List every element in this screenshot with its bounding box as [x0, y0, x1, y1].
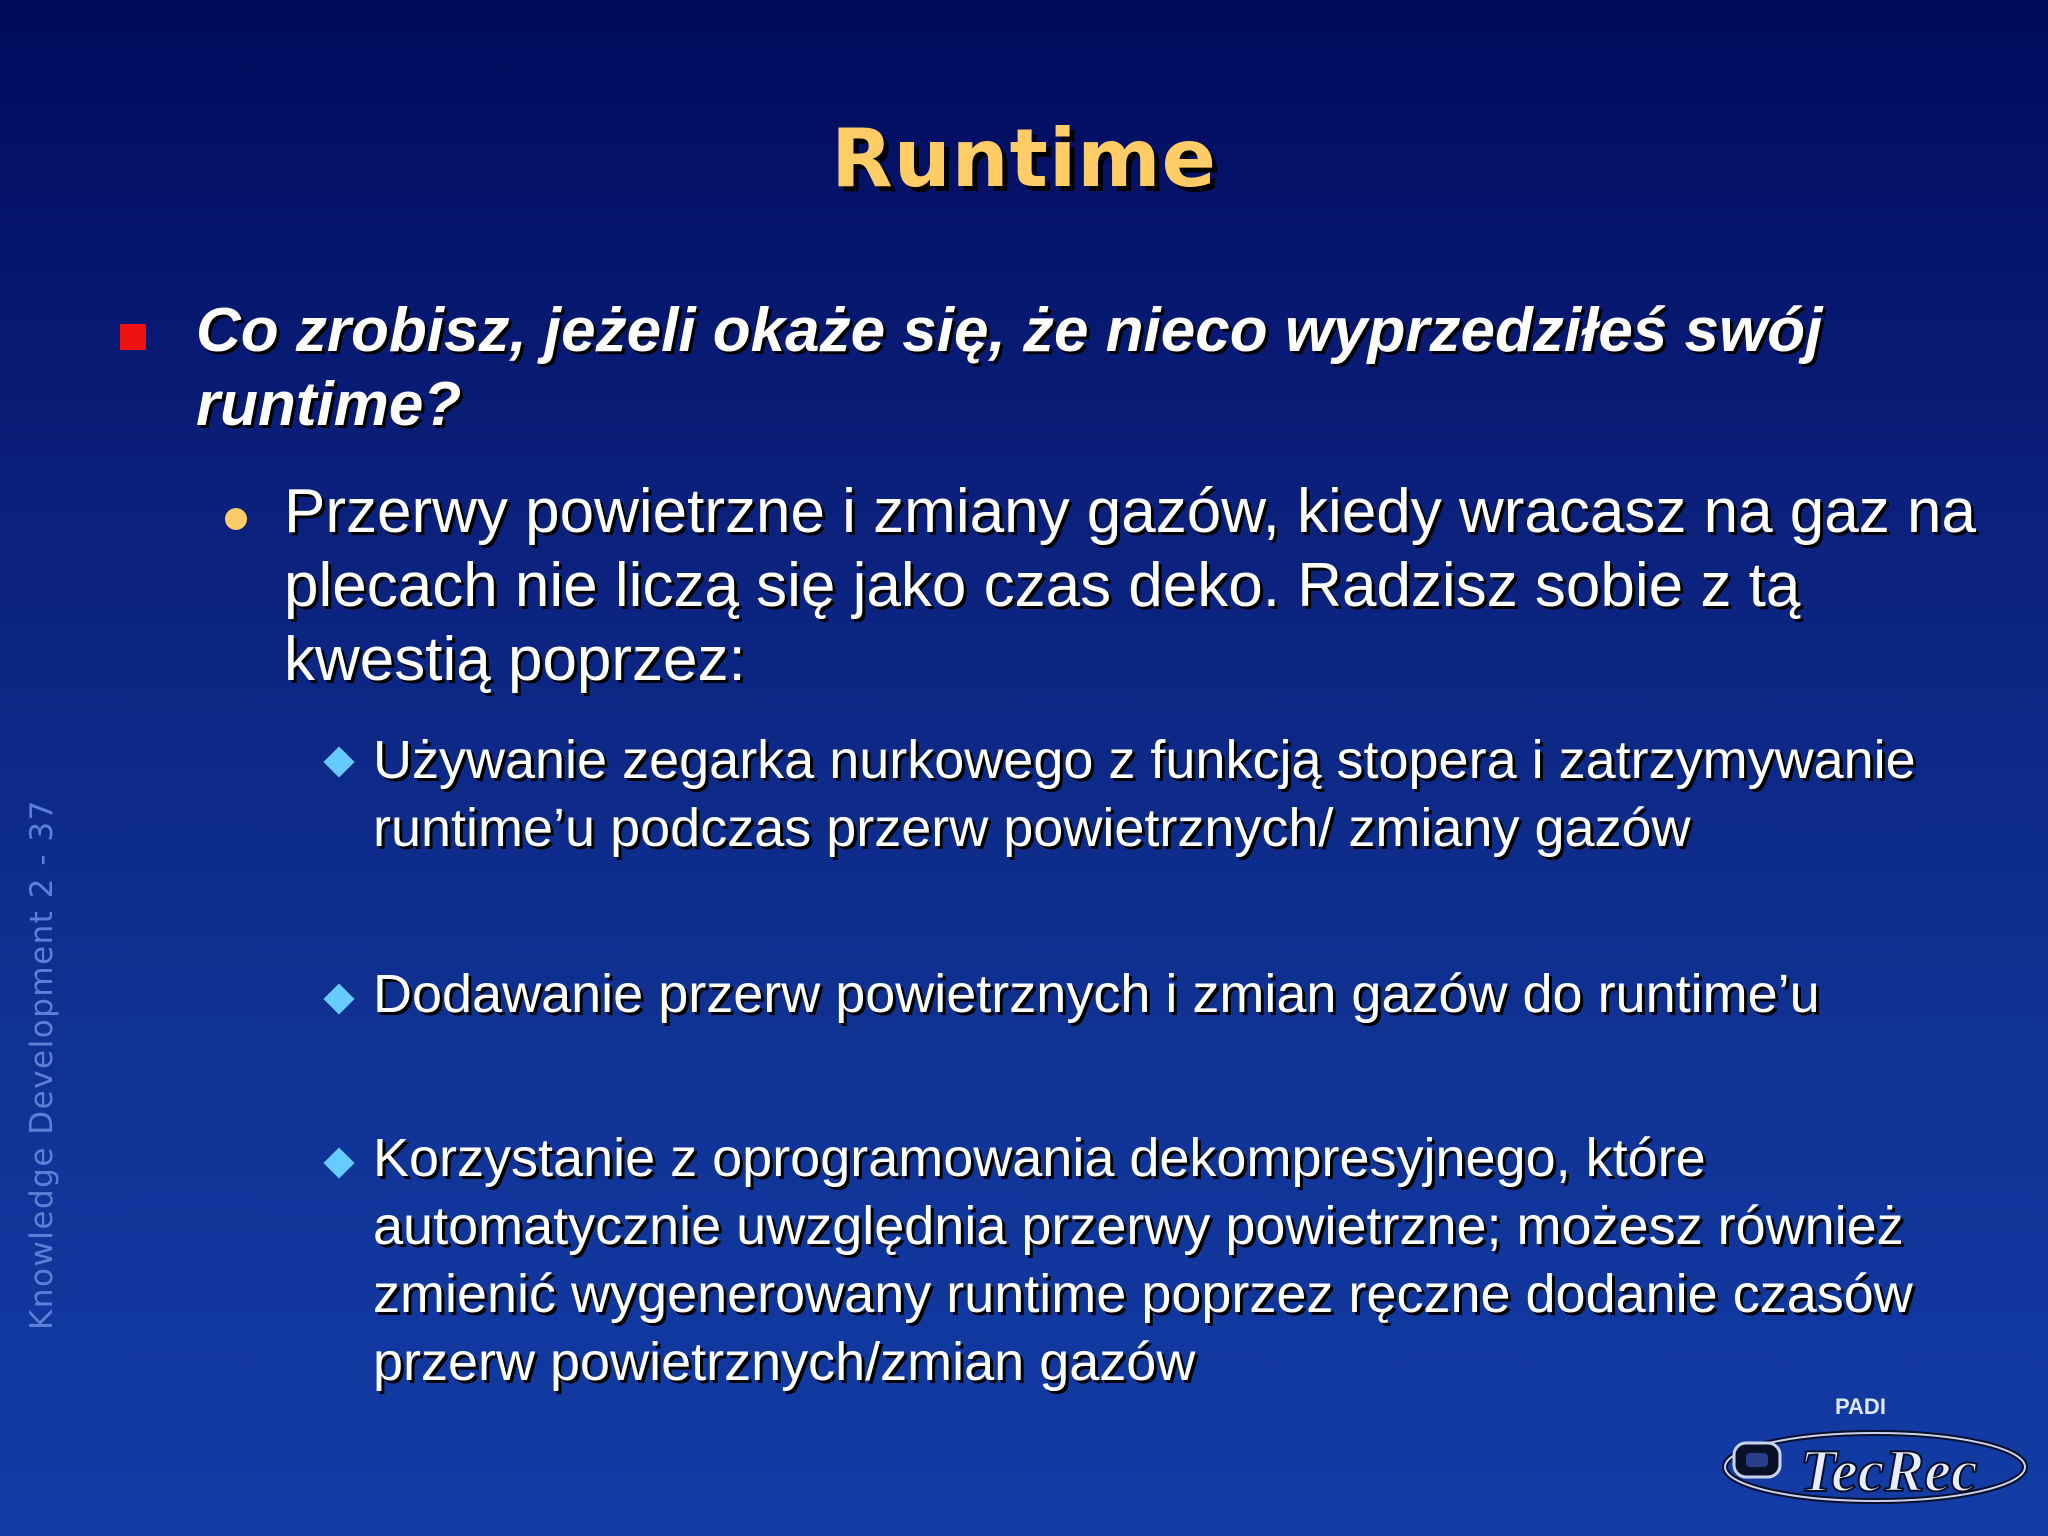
slide-title: Runtime — [831, 112, 1217, 205]
side-footer-label: Knowledge Development 2 - 37 — [24, 799, 60, 1330]
diamond-bullet-icon — [323, 1147, 354, 1178]
dot-bullet-icon — [225, 508, 247, 530]
sub-bullet-1: Używanie zegarka nurkowego z funkcją stopera i zatrzymywanie runtime’u podczas przerw powietrznych/ zmiany gazów — [373, 730, 1916, 858]
diamond-bullet-icon — [323, 746, 354, 777]
red-square-bullet-icon — [120, 324, 146, 350]
diver-mask-icon — [1734, 1443, 1780, 1477]
padi-tecrec-logo — [1700, 1393, 2030, 1521]
sub-bullet-2: Dodawanie przerw powietrznych i zmian gazów do runtime’u — [373, 964, 1820, 1024]
logo-brand-top: PADI — [1835, 1394, 1886, 1419]
logo-brand-main: TecRec — [1800, 1438, 1978, 1504]
bullet-answer: Przerwy powietrzne i zmiany gazów, kiedy wracasz na gaz na plecach nie liczą się jako czas deko. Radzisz sobie z tą kwestią poprzez: — [284, 477, 1976, 694]
bullet-question: Co zrobisz, jeżeli okaże się, że nieco wyprzedziłeś swój runtime? — [196, 296, 1823, 439]
diamond-bullet-icon — [323, 983, 354, 1014]
sub-bullet-3: Korzystanie z oprogramowania dekompresyjnego, które automatycznie uwzględnia przerwy powietrzne; możesz również zmienić wygenerowany runtime poprzez ręczne dodanie czasów przerw powietrznych/zmian gazów — [373, 1128, 1913, 1392]
